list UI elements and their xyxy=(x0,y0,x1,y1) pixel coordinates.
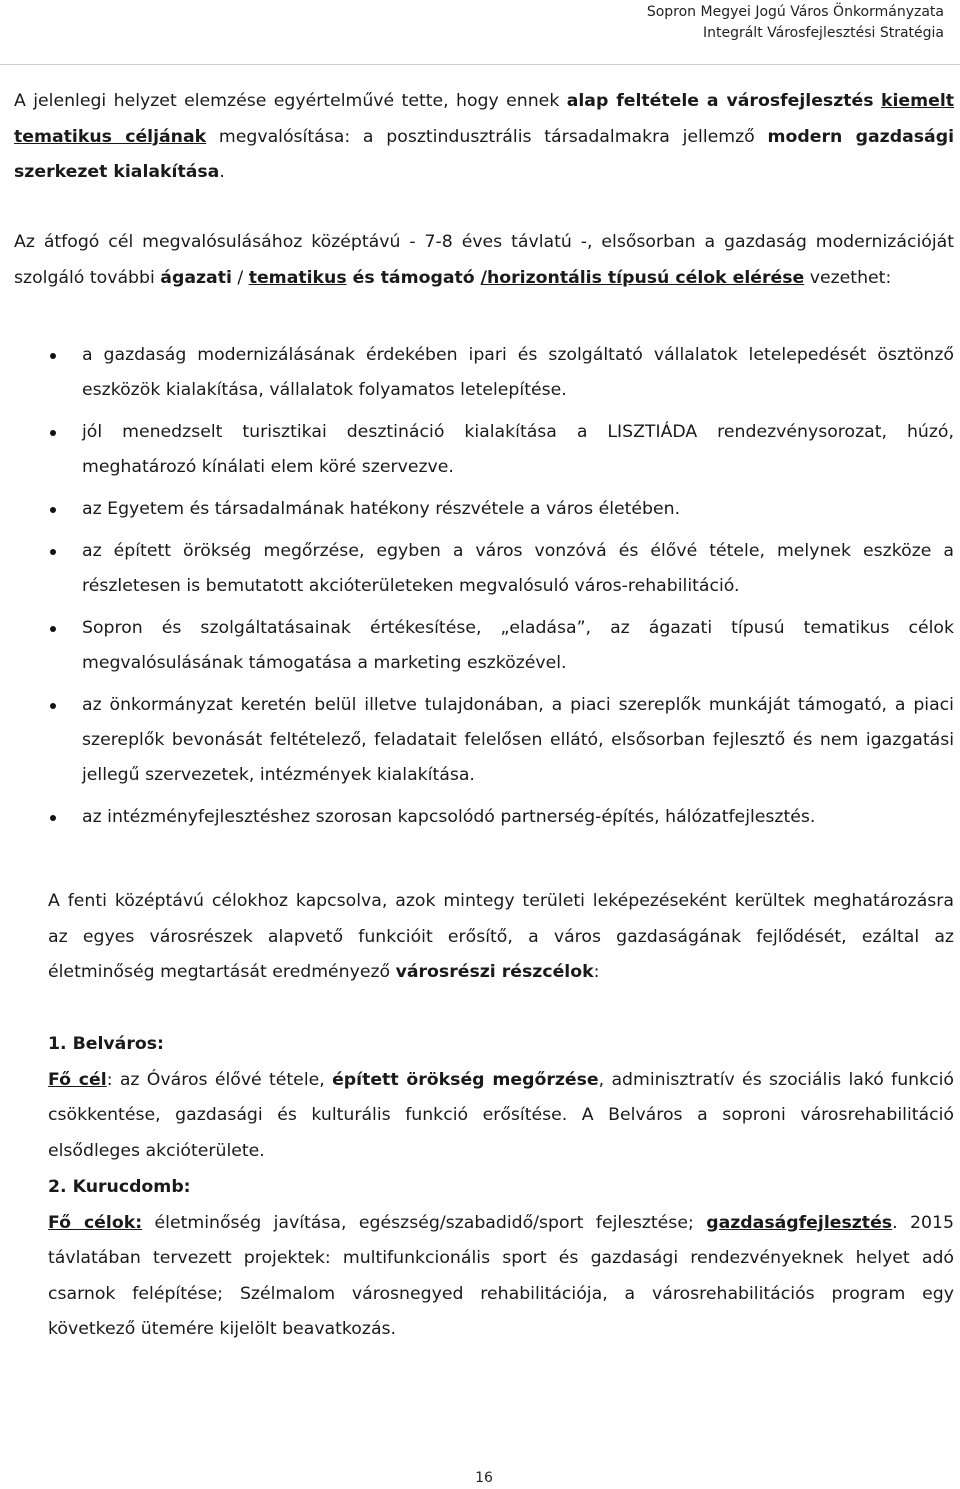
bullet-icon xyxy=(50,507,56,513)
section-body: Fő cél: az Óváros élővé tétele, épített örökség megőrzése, adminisztratív és szociális lakó funkció csökkentése, gazdasági és kulturális funkció erősítése. A Belváros a soproni városrehabilitáció elsődleges akcióterülete. xyxy=(48,1069,954,1161)
bullet-icon xyxy=(50,626,56,632)
thematic-term: tematikus xyxy=(248,267,347,288)
subgoals-term: városrészi részcélok xyxy=(395,962,594,982)
bullet-icon xyxy=(50,815,56,821)
intro-bold-structure: modern gazdasági szerkezet kialakítása xyxy=(14,126,954,182)
objectives-list xyxy=(0,338,954,842)
intro-bold-goal: alap feltétele a városfejlesztés xyxy=(566,91,874,111)
list-item: az Egyetem és társadalmának hatékony részvétele a város életében. xyxy=(0,492,954,527)
header-divider xyxy=(0,64,960,65)
intro-underlined-goal: kiemelt tematikus céljának xyxy=(14,91,955,147)
section-kurucdomb xyxy=(48,1170,954,1348)
sectoral-term: ágazati xyxy=(160,267,232,288)
section-label: Fő célok: xyxy=(48,1212,143,1233)
list-item: jól menedzselt turisztikai desztináció kialakítása a LISZTIÁDA rendezvénysorozat, húzó, meghatározó kínálati elem köré szervezve. xyxy=(0,415,954,485)
list-item: Sopron és szolgáltatásainak értékesítése, „eladása”, az ágazati típusú tematikus célok megvalósulásának támogatása a marketing eszközével. xyxy=(0,611,954,681)
section-label: Fő cél xyxy=(48,1069,107,1090)
bullet-icon xyxy=(50,549,56,555)
bullet-icon xyxy=(50,430,56,436)
page-number: 16 xyxy=(475,1470,493,1486)
list-item: az intézményfejlesztéshez szorosan kapcsolódó partnerség-építés, hálózatfejlesztés. xyxy=(0,800,954,835)
intro-text: A jelenlegi helyzet elemzése egyértelművé tette, hogy ennek xyxy=(14,91,567,111)
header-document-title: Integrált Városfejlesztési Stratégia xyxy=(702,25,944,41)
list-item: a gazdaság modernizálásának érdekében ipari és szolgáltató vállalatok letelepedését ösztönző eszközök kialakítása, vállalatok folyamatos letelepítése. xyxy=(0,338,954,408)
horizontal-term: /horizontális típusú célok elérése xyxy=(480,267,805,288)
section-title: 1. Belváros: xyxy=(48,1034,164,1054)
objectives-paragraph: Az átfogó cél megvalósulásához középtávú - 7-8 éves távlatú -, elsősorban a gazdaság modernizációját szolgáló további ágazati / tematikus és támogató /horizontális típusú célok elérése vezethet: xyxy=(14,232,954,288)
subgoals-paragraph: A fenti középtávú célokhoz kapcsolva, azok mintegy területi leképezéseként kerültek meghatározásra az egyes városrészek alapvető funkcióit erősítő, a város gazdaságának fejlődését, ezáltal az életminőség megtartását eredményező városrészi részcélok: xyxy=(48,891,954,982)
intro-paragraph: A jelenlegi helyzet elemzése egyértelművé tette, hogy ennek alap feltétele a városfejlesztés kiemelt tematikus céljának megvalósítása: a posztindusztrális társadalmakra jellemző modern gazdasági szerkezet kialakítása. xyxy=(14,91,955,182)
bullet-icon xyxy=(50,353,56,359)
list-item: az épített örökség megőrzése, egyben a város vonzóvá és élővé tétele, melynek eszköze a részletesen is bemutatott akcióterületeken megvalósuló város-rehabilitáció. xyxy=(0,534,954,604)
bullet-icon xyxy=(50,703,56,709)
section-title: 2. Kurucdomb: xyxy=(48,1177,191,1197)
section-body: Fő célok: életminőség javítása, egészség/szabadidő/sport fejlesztése; gazdaságfejlesztés. 2015 távlatában tervezett projektek: multifunkcionális sport és gazdasági rendezvényeknek helyet adó csarnok felépítése; Szélmalom városnegyed rehabilitációja, a városrehabilitációs program egy következő ütemére kijelölt beavatkozás. xyxy=(48,1212,954,1339)
page-header xyxy=(647,2,944,44)
section-belvaros xyxy=(48,1027,954,1169)
header-organization: Sopron Megyei Jogú Város Önkormányzata xyxy=(646,4,944,20)
list-item: az önkormányzat keretén belül illetve tulajdonában, a piaci szereplők munkáját támogató, a piaci szereplők bevonását feltételező, feladatait felelősen ellátó, elsősorban fejlesztő és nem igazgatási jellegű szervezetek, intézmények kialakítása. xyxy=(0,688,954,793)
